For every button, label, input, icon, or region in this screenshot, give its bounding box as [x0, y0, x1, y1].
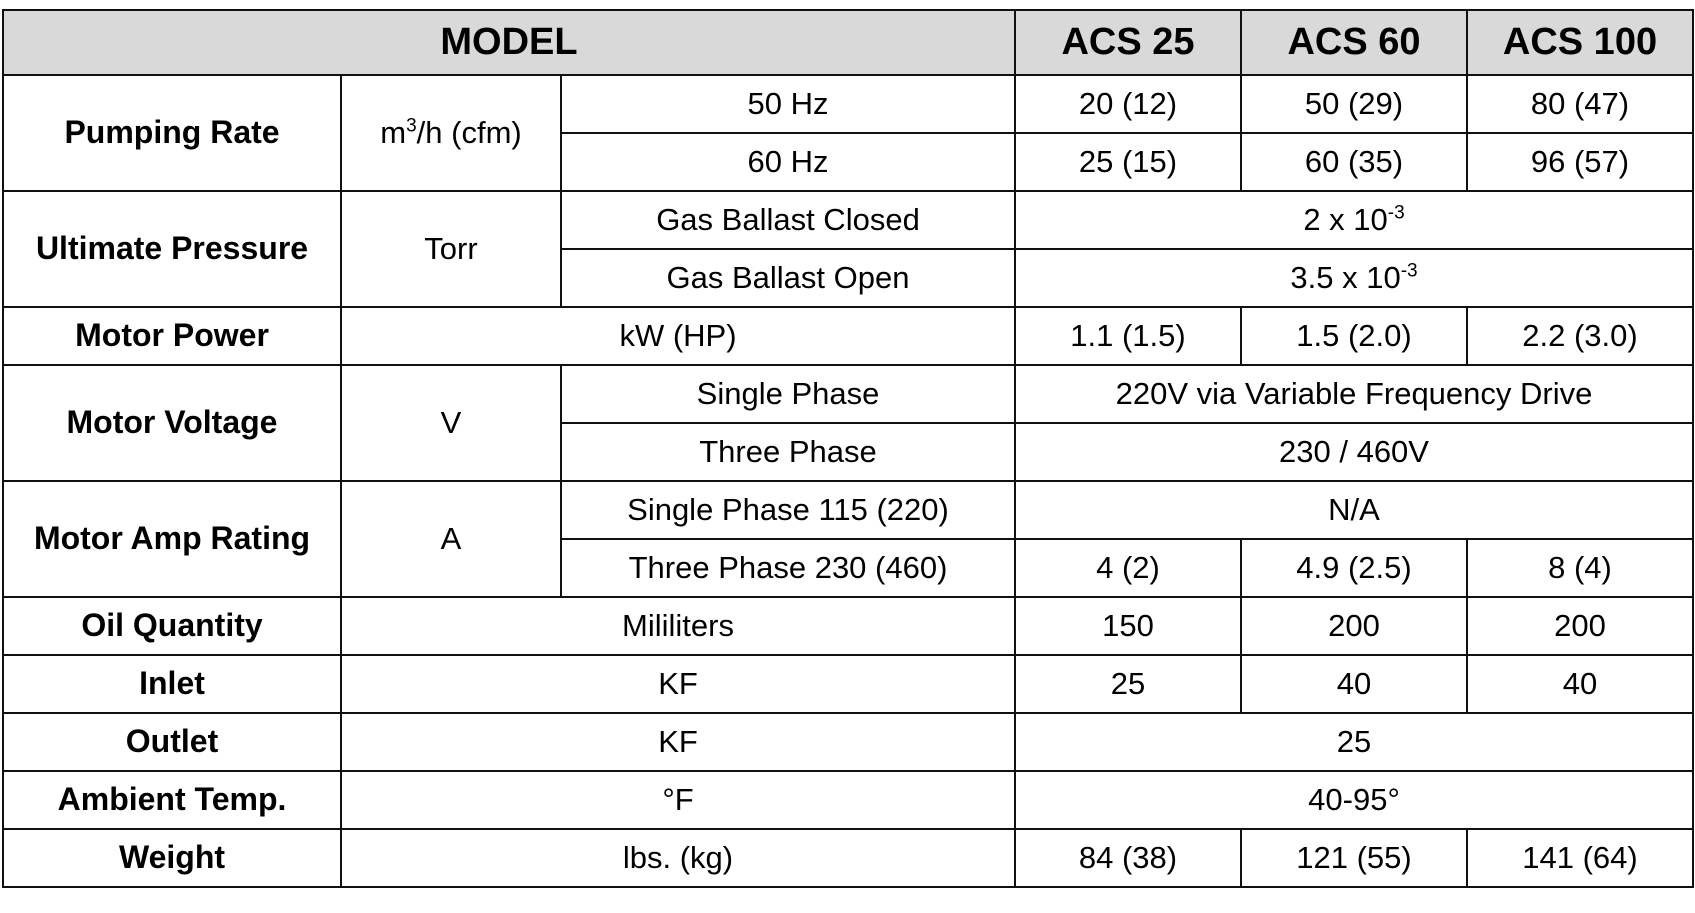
inlet-unit: KF — [341, 655, 1015, 713]
motor-amp-condition: Single Phase 115 (220) — [561, 481, 1015, 539]
pumping-rate-value: 80 (47) — [1467, 75, 1693, 133]
oil-quantity-value: 150 — [1015, 597, 1241, 655]
inlet-label: Inlet — [3, 655, 341, 713]
ultimate-pressure-value — [1015, 191, 1693, 249]
model-acs100-header: ACS 100 — [1467, 10, 1693, 75]
motor-voltage-condition: Three Phase — [561, 423, 1015, 481]
pumping-rate-value: 60 (35) — [1241, 133, 1467, 191]
oil-quantity-row — [3, 597, 1693, 655]
motor-amp-value: 4 (2) — [1015, 539, 1241, 597]
weight-value: 121 (55) — [1241, 829, 1467, 887]
pumping-rate-condition: 50 Hz — [561, 75, 1015, 133]
oil-quantity-unit: Mililiters — [341, 597, 1015, 655]
specifications-table — [2, 9, 1694, 888]
motor-voltage-value: 220V via Variable Frequency Drive — [1015, 365, 1693, 423]
weight-label: Weight — [3, 829, 341, 887]
model-header: MODEL — [3, 10, 1015, 75]
motor-voltage-label: Motor Voltage — [3, 365, 341, 481]
ultimate-pressure-value-exp: -3 — [1387, 202, 1405, 224]
pumping-rate-value: 25 (15) — [1015, 133, 1241, 191]
motor-amp-row-single — [3, 481, 1693, 539]
pumping-rate-unit-base: m — [380, 114, 407, 150]
motor-voltage-unit: V — [341, 365, 561, 481]
ambient-temp-value: 40-95° — [1015, 771, 1693, 829]
ultimate-pressure-label: Ultimate Pressure — [3, 191, 341, 307]
ultimate-pressure-unit: Torr — [341, 191, 561, 307]
motor-amp-value: N/A — [1015, 481, 1693, 539]
ambient-temp-unit: °F — [341, 771, 1015, 829]
pumping-rate-unit-rest: /h (cfm) — [416, 114, 522, 150]
pumping-rate-row-50hz — [3, 75, 1693, 133]
pumping-rate-value: 50 (29) — [1241, 75, 1467, 133]
pumping-rate-label: Pumping Rate — [3, 75, 341, 191]
oil-quantity-value: 200 — [1467, 597, 1693, 655]
outlet-row — [3, 713, 1693, 771]
inlet-row — [3, 655, 1693, 713]
weight-value: 141 (64) — [1467, 829, 1693, 887]
pumping-rate-condition: 60 Hz — [561, 133, 1015, 191]
motor-amp-unit: A — [341, 481, 561, 597]
motor-voltage-condition: Single Phase — [561, 365, 1015, 423]
weight-unit: lbs. (kg) — [341, 829, 1015, 887]
pumping-rate-value: 96 (57) — [1467, 133, 1693, 191]
motor-voltage-row-single — [3, 365, 1693, 423]
ultimate-pressure-condition: Gas Ballast Closed — [561, 191, 1015, 249]
motor-amp-value: 4.9 (2.5) — [1241, 539, 1467, 597]
header-row — [3, 10, 1693, 75]
outlet-value: 25 — [1015, 713, 1693, 771]
motor-power-label: Motor Power — [3, 307, 341, 365]
motor-power-value: 2.2 (3.0) — [1467, 307, 1693, 365]
pumping-rate-value: 20 (12) — [1015, 75, 1241, 133]
ultimate-pressure-value-base: 2 x 10 — [1303, 201, 1388, 237]
ultimate-pressure-value-exp: -3 — [1400, 260, 1418, 282]
motor-power-value: 1.5 (2.0) — [1241, 307, 1467, 365]
ambient-temp-row — [3, 771, 1693, 829]
inlet-value: 40 — [1467, 655, 1693, 713]
ambient-temp-label: Ambient Temp. — [3, 771, 341, 829]
motor-amp-value: 8 (4) — [1467, 539, 1693, 597]
motor-power-row — [3, 307, 1693, 365]
outlet-label: Outlet — [3, 713, 341, 771]
oil-quantity-label: Oil Quantity — [3, 597, 341, 655]
model-acs60-header: ACS 60 — [1241, 10, 1467, 75]
weight-row — [3, 829, 1693, 887]
motor-voltage-value: 230 / 460V — [1015, 423, 1693, 481]
pumping-rate-unit — [341, 75, 561, 191]
outlet-unit: KF — [341, 713, 1015, 771]
ultimate-pressure-row-closed — [3, 191, 1693, 249]
model-acs25-header: ACS 25 — [1015, 10, 1241, 75]
pumping-rate-unit-sup: 3 — [406, 115, 417, 137]
ultimate-pressure-value-base: 3.5 x 10 — [1290, 259, 1401, 295]
motor-power-unit: kW (HP) — [341, 307, 1015, 365]
motor-amp-label: Motor Amp Rating — [3, 481, 341, 597]
inlet-value: 25 — [1015, 655, 1241, 713]
ultimate-pressure-condition: Gas Ballast Open — [561, 249, 1015, 307]
weight-value: 84 (38) — [1015, 829, 1241, 887]
motor-power-value: 1.1 (1.5) — [1015, 307, 1241, 365]
inlet-value: 40 — [1241, 655, 1467, 713]
motor-amp-condition: Three Phase 230 (460) — [561, 539, 1015, 597]
oil-quantity-value: 200 — [1241, 597, 1467, 655]
ultimate-pressure-value — [1015, 249, 1693, 307]
